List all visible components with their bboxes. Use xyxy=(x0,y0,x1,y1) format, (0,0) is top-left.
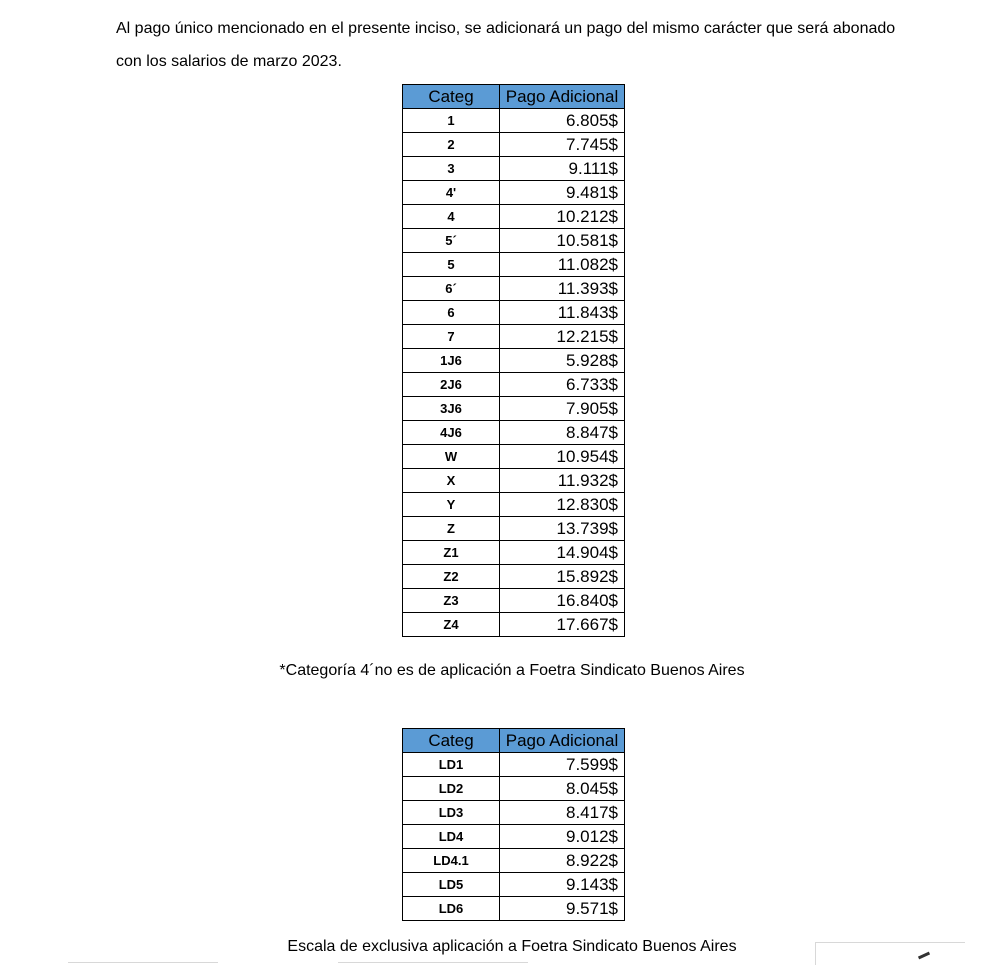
amount-cell: 7.599$ xyxy=(500,753,625,777)
amount-cell: 11.393$ xyxy=(500,277,625,301)
table-row xyxy=(403,109,625,133)
table2-footnote: Escala de exclusiva aplicación a Foetra Sindicato Buenos Aires xyxy=(287,938,737,955)
category-cell: 6´ xyxy=(403,277,500,301)
category-cell: LD3 xyxy=(403,801,500,825)
category-cell: 2J6 xyxy=(403,373,500,397)
table-row xyxy=(403,253,625,277)
amount-cell: 8.417$ xyxy=(500,801,625,825)
amount-cell: 17.667$ xyxy=(500,613,625,637)
table-row xyxy=(403,825,625,849)
amount-cell: 8.045$ xyxy=(500,777,625,801)
category-cell: 2 xyxy=(403,133,500,157)
amount-cell: 6.733$ xyxy=(500,373,625,397)
cropped-element-edge xyxy=(68,962,218,963)
amount-cell: 13.739$ xyxy=(500,517,625,541)
category-cell: LD2 xyxy=(403,777,500,801)
table-row xyxy=(403,157,625,181)
table-row xyxy=(403,349,625,373)
table-row xyxy=(403,205,625,229)
amount-cell: 11.843$ xyxy=(500,301,625,325)
table2-body xyxy=(403,753,625,921)
category-cell: Z xyxy=(403,517,500,541)
category-cell: Z3 xyxy=(403,589,500,613)
category-cell: Z2 xyxy=(403,565,500,589)
category-cell: W xyxy=(403,445,500,469)
amount-cell: 6.805$ xyxy=(500,109,625,133)
amount-cell: 10.954$ xyxy=(500,445,625,469)
category-cell: Z4 xyxy=(403,613,500,637)
category-cell: 6 xyxy=(403,301,500,325)
table-row xyxy=(403,397,625,421)
table-row xyxy=(403,849,625,873)
category-cell: 5´ xyxy=(403,229,500,253)
amount-cell: 9.012$ xyxy=(500,825,625,849)
amount-cell: 12.830$ xyxy=(500,493,625,517)
category-cell: LD5 xyxy=(403,873,500,897)
amount-cell: 7.745$ xyxy=(500,133,625,157)
amount-cell: 7.905$ xyxy=(500,397,625,421)
amount-cell: 16.840$ xyxy=(500,589,625,613)
category-cell: 7 xyxy=(403,325,500,349)
table-row xyxy=(403,301,625,325)
table-row xyxy=(403,445,625,469)
amount-cell: 10.581$ xyxy=(500,229,625,253)
category-cell: 3 xyxy=(403,157,500,181)
table-row xyxy=(403,493,625,517)
category-cell: 3J6 xyxy=(403,397,500,421)
cropped-element-edge xyxy=(815,942,816,965)
table-row xyxy=(403,373,625,397)
category-cell: 4' xyxy=(403,181,500,205)
cropped-element-edge xyxy=(815,942,965,943)
category-cell: 1J6 xyxy=(403,349,500,373)
table1-footnote: *Categoría 4´no es de aplicación a Foetra Sindicato Buenos Aires xyxy=(279,662,745,679)
table-row xyxy=(403,421,625,445)
category-cell: LD1 xyxy=(403,753,500,777)
amount-cell: 9.481$ xyxy=(500,181,625,205)
additional-payment-table xyxy=(402,84,625,637)
category-cell: LD4.1 xyxy=(403,849,500,873)
amount-cell: 9.571$ xyxy=(500,897,625,921)
table-row xyxy=(403,565,625,589)
category-cell: LD6 xyxy=(403,897,500,921)
ld-additional-payment-table xyxy=(402,728,625,921)
category-cell: LD4 xyxy=(403,825,500,849)
header-categ: Categ xyxy=(403,85,500,109)
intro-paragraph-line-2: con los salarios de marzo 2023. xyxy=(116,53,342,70)
table-row xyxy=(403,753,625,777)
table-row xyxy=(403,873,625,897)
amount-cell: 15.892$ xyxy=(500,565,625,589)
category-cell: Y xyxy=(403,493,500,517)
amount-cell: 14.904$ xyxy=(500,541,625,565)
header-categ: Categ xyxy=(403,729,500,753)
category-cell: X xyxy=(403,469,500,493)
table-row xyxy=(403,517,625,541)
amount-cell: 10.212$ xyxy=(500,205,625,229)
amount-cell: 5.928$ xyxy=(500,349,625,373)
table1-body xyxy=(403,109,625,637)
amount-cell: 8.922$ xyxy=(500,849,625,873)
table-row xyxy=(403,133,625,157)
amount-cell: 9.111$ xyxy=(500,157,625,181)
table-row xyxy=(403,801,625,825)
header-pago-adicional: Pago Adicional xyxy=(500,729,625,753)
amount-cell: 12.215$ xyxy=(500,325,625,349)
table-header-row xyxy=(403,729,625,753)
header-pago-adicional: Pago Adicional xyxy=(500,85,625,109)
table-row xyxy=(403,613,625,637)
category-cell: 5 xyxy=(403,253,500,277)
table-header-row xyxy=(403,85,625,109)
table-row xyxy=(403,541,625,565)
category-cell: Z1 xyxy=(403,541,500,565)
category-cell: 1 xyxy=(403,109,500,133)
intro-paragraph-line-1: Al pago único mencionado en el presente inciso, se adicionará un pago del mismo carácter que será abonado xyxy=(116,20,896,37)
table-row xyxy=(403,589,625,613)
table-row xyxy=(403,181,625,205)
table-row xyxy=(403,897,625,921)
amount-cell: 11.932$ xyxy=(500,469,625,493)
cropped-element-edge xyxy=(338,962,528,963)
table-row xyxy=(403,777,625,801)
category-cell: 4 xyxy=(403,205,500,229)
amount-cell: 11.082$ xyxy=(500,253,625,277)
amount-cell: 8.847$ xyxy=(500,421,625,445)
amount-cell: 9.143$ xyxy=(500,873,625,897)
category-cell: 4J6 xyxy=(403,421,500,445)
table-row xyxy=(403,469,625,493)
table-row xyxy=(403,229,625,253)
table-row xyxy=(403,325,625,349)
table-row xyxy=(403,277,625,301)
